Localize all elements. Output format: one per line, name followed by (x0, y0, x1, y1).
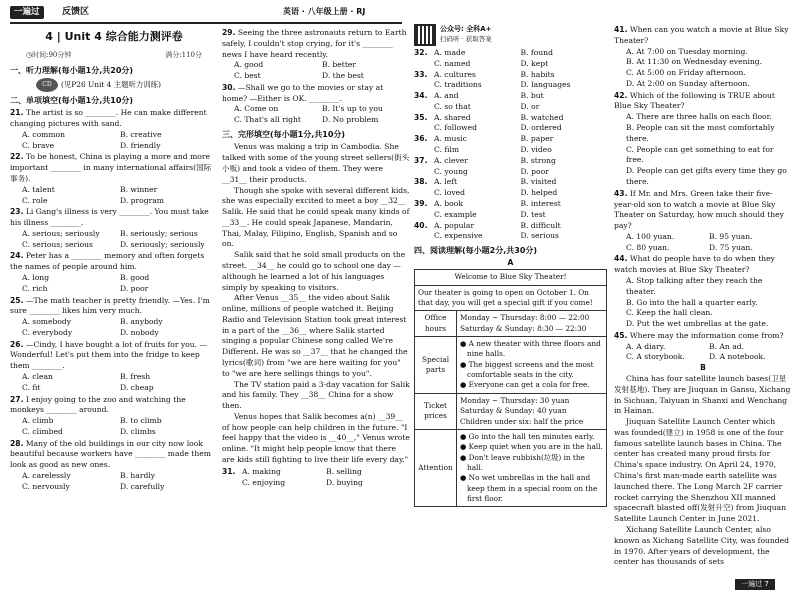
option-a[interactable]: A. book (434, 198, 463, 208)
option-b[interactable]: B. watched (520, 112, 564, 122)
cloze-paragraph: Venus hopes that Salik becomes a(n) __39__ of how people can help children in the future. "I feel happy that the video is __40__," Venus wrote online. "It might help people know that there are kids still fighting to live their life every day." (222, 411, 410, 465)
option-d[interactable]: D. No problem (322, 115, 379, 125)
multiple-choice-list (10, 108, 218, 492)
question-number: 34. (414, 91, 428, 101)
option[interactable]: D. 75 yuan. (709, 242, 753, 252)
cloze-paragraph: The TV station paid a 3-day vacation for Salik and his family. They __38__ China for a show then. (222, 379, 410, 411)
option-b[interactable]: B. selling (326, 466, 362, 476)
question-42 (614, 91, 792, 188)
question-stem (10, 207, 218, 229)
reading-questions (614, 25, 792, 363)
option[interactable]: B. At 11:30 on Wednesday evening. (626, 57, 763, 67)
question-stem (614, 331, 792, 342)
option-b[interactable]: B. good (120, 272, 150, 282)
part4-heading: 四、阅读理解(每小题2分,共30分) (414, 246, 538, 256)
passage-b-label: B (700, 363, 706, 373)
question-stem (10, 395, 218, 417)
question-21 (10, 108, 218, 151)
options (10, 185, 218, 207)
question-44 (614, 254, 792, 329)
option-a[interactable]: A. making (242, 466, 281, 476)
option-d[interactable]: D. nobody (120, 327, 159, 337)
option-b[interactable]: B. It's up to you (322, 104, 383, 114)
option-a[interactable]: A. made (434, 48, 466, 57)
top-bar (0, 0, 800, 24)
option-a[interactable]: A. clean (22, 372, 53, 382)
question-number: 41. (614, 25, 628, 34)
cloze-paragraph: After Venus __35__ the video about Salik online, millions of people watched it. Beijing Radio and Television Station took great interest in a part of the __36__ where Salik started singing a popular Chinese song called We're Different. He was so __37__ that he changed the lyrics(歌词) from "we are here waiting for you" to "we are here sellings things to you". (222, 293, 408, 378)
option-a[interactable]: A. cultures (434, 69, 476, 79)
option-b[interactable]: B. habits (520, 69, 555, 79)
cloze-options (414, 48, 607, 242)
question-number: 35. (414, 112, 428, 122)
option-a[interactable]: A. and (434, 91, 459, 101)
option[interactable]: C. Keep the hall clean. (626, 308, 713, 318)
option-a[interactable]: A. carelessly (22, 471, 71, 481)
table-row (415, 337, 607, 394)
option-c[interactable]: C. expensive (434, 231, 483, 241)
table-title: Welcome to Blue Sky Theater! (415, 270, 607, 285)
option-b[interactable]: B. to climb (120, 416, 162, 426)
option-c[interactable]: C. named (434, 58, 471, 68)
option[interactable]: D. Put the wet umbrellas at the gate. (626, 319, 769, 329)
row-content (457, 393, 607, 429)
option-a[interactable]: A. Come on (234, 104, 279, 114)
question-number: 44. (614, 254, 628, 264)
question-number: 27. (10, 394, 24, 404)
cloze-paragraph: Salik said that he sold small products on the street. __34__ he could go to school one day — although he learned a lot of his languages simply by speaking to visitors. (222, 250, 406, 292)
row-content (457, 311, 607, 337)
options (614, 342, 792, 364)
options (10, 130, 218, 152)
question-number: 22. (10, 152, 24, 162)
option[interactable]: A. 100 yuan. (626, 231, 675, 241)
question-stem (10, 108, 218, 130)
option-b[interactable]: B. creative (120, 129, 162, 139)
option-a[interactable]: A. good (234, 60, 264, 70)
question-number: 37. (414, 155, 428, 165)
option-d[interactable]: D. the best (322, 71, 364, 81)
page-number: 一遍过 7 (735, 579, 775, 590)
part3-heading: 三、完形填空(每小题1分,共10分) (222, 130, 346, 140)
question-stem (614, 189, 792, 232)
table-intro: Our theater is going to open on October 1. On that day, you will get a special gift if you come! (415, 285, 607, 311)
option-a[interactable]: A. climb (22, 416, 54, 426)
option-b[interactable]: B. seriously; serious (120, 228, 198, 238)
option-set-38 (414, 177, 607, 199)
question-number: 43. (614, 188, 628, 198)
options (10, 317, 218, 339)
option-c[interactable]: C. serious; serious (22, 239, 93, 249)
option-c[interactable]: C. role (22, 195, 48, 205)
option-c[interactable]: C. young (434, 166, 468, 176)
row-line: ● Keep quiet when you are in the hall. (460, 442, 603, 452)
row-content (457, 337, 607, 394)
listening-note: CD (见P26 Unit 4 主题听力训练) (36, 78, 218, 92)
options (614, 232, 792, 254)
passage-paragraph: Xichang Satellite Launch Center, also known as Xichang Satellite City, was founded in 1970. After years of development, the center has thousands of sets (614, 524, 790, 567)
row-line: ● The biggest screens and the most comfortable seats in the city. (460, 359, 594, 380)
option-c[interactable]: C. everybody (22, 327, 73, 337)
question-stem (10, 439, 218, 471)
option-d[interactable]: D. languages (520, 80, 571, 90)
question-stem (10, 296, 218, 318)
option[interactable]: D. People can get gifts every time they go there. (626, 166, 787, 186)
question-24 (10, 251, 218, 294)
total-score: 满分:110分 (165, 50, 202, 59)
row-line: ● Don't leave rubbish(垃圾) in the hall. (460, 452, 585, 472)
option[interactable]: A. There are three halls on each floor. (626, 112, 772, 122)
option[interactable]: C. 80 yuan. (626, 242, 670, 252)
option[interactable]: D. A notebook. (709, 352, 766, 362)
option-d[interactable]: D. or (520, 101, 540, 111)
question-22 (10, 152, 218, 206)
row-label: Attention (415, 429, 457, 507)
option-b[interactable]: B. found (520, 48, 553, 57)
qr-code-icon (414, 24, 436, 46)
question-number: 28. (10, 438, 24, 448)
question-text: I enjoy going to the zoo and watching the monkeys ________ around. (10, 394, 186, 415)
cd-icon: CD (36, 78, 58, 92)
options (10, 229, 218, 251)
question-text: Where may the information come from? (629, 330, 784, 340)
question-41 (614, 25, 792, 90)
table-row (415, 393, 607, 429)
unit-title: 4 | Unit 4 综合能力测评卷 (45, 30, 183, 43)
row-line: ● Everyone can get a cola for free. (460, 380, 590, 390)
option-a[interactable]: A. clever (434, 155, 468, 165)
table-row (415, 311, 607, 337)
question-45 (614, 331, 792, 363)
question-43 (614, 189, 792, 254)
question-stem (10, 251, 218, 273)
column-3 (414, 24, 607, 584)
question-number: 24. (10, 251, 24, 261)
cloze-passage (222, 142, 410, 465)
option[interactable]: B. Go into the hall a quarter early. (626, 297, 758, 307)
option-set-32 (414, 48, 607, 70)
question-stem (614, 91, 792, 113)
question-stem (10, 152, 218, 184)
question-number: 26. (10, 339, 24, 349)
options (10, 372, 218, 394)
question-23 (10, 207, 218, 250)
option-a[interactable]: A. talent (22, 184, 55, 194)
option-set-34 (414, 91, 607, 113)
question-number: 38. (414, 177, 428, 187)
option-d[interactable]: D. cheap (120, 382, 154, 392)
option-a[interactable]: A. serious; seriously (22, 228, 100, 238)
book-title: 英语 · 八年级上册 · RJ (283, 7, 366, 16)
option-a[interactable]: A. shared (434, 112, 471, 122)
brand-logo: 一遍过 (10, 6, 44, 19)
question-number: 23. (10, 207, 24, 217)
cloze-paragraph: Though she spoke with several different kids, she was especially excited to meet a boy __32__ Salik. He said that he could speak many kinds of __33__. He could speak Japanese, Mandarin, Thai, Malay, Filipino, English, Spanish and so on. (222, 185, 410, 249)
option-d[interactable]: D. climbs (120, 426, 156, 436)
row-line: ● A new theater with three floors and nine halls. (460, 339, 601, 359)
option-d[interactable]: D. test (520, 209, 546, 219)
passage-a-label: A (507, 258, 514, 268)
option-set-33 (414, 70, 607, 92)
option-c[interactable]: C. nervously (22, 481, 70, 491)
question-number: 42. (614, 90, 628, 100)
question-text: —Cindy, I have bought a lot of fruits for you. —Wonderful! Let's put them into the fridge to keep them ________. (10, 339, 208, 371)
option-d[interactable]: D. ordered (520, 123, 562, 133)
question-number: 32. (414, 48, 428, 57)
option-b[interactable]: B. strong (520, 155, 556, 165)
row-label: Office hours (415, 311, 457, 337)
options (10, 471, 218, 493)
column-4 (614, 24, 792, 594)
option-a[interactable]: A. left (434, 177, 458, 187)
qr-block: 公众号: 全科A+ 扫码听 · 获取答案 (414, 24, 607, 46)
option-d[interactable]: D. kept (520, 58, 549, 68)
option-set-36 (414, 134, 607, 156)
column-1 (10, 27, 218, 587)
option-b[interactable]: B. winner (120, 184, 158, 194)
row-line: Saturday & Sunday: 8:30 — 22:30 (460, 323, 587, 333)
question-number: 40. (414, 220, 428, 230)
option-c[interactable]: C. fit (22, 382, 41, 392)
question-number: 36. (414, 134, 428, 144)
table-row (415, 429, 607, 507)
question-text: When can you watch a movie at Blue Sky Theater? (614, 25, 789, 45)
question-text: Peter has a ________ memory and often forgets the names of people around him. (10, 251, 205, 272)
question-31: 31. A. making B. selling C. enjoying D. buying (222, 467, 410, 489)
question-text: Many of the old buildings in our city now look beautiful because workers have ________ made them look as good as new ones. (10, 438, 211, 470)
question-number: 45. (614, 330, 628, 340)
option-c[interactable]: C. That's all right (234, 115, 301, 125)
column-2 (222, 27, 410, 587)
row-label: Ticket prices (415, 393, 457, 429)
option-set-40 (414, 221, 607, 243)
question-number: 25. (10, 295, 24, 305)
option-b[interactable]: B. better (322, 60, 356, 70)
option[interactable]: B. People can sit the most comfortably there. (626, 123, 775, 143)
option-a[interactable]: A. popular (434, 220, 475, 230)
part2-heading: 二、单项填空(每小题1分,共10分) (10, 95, 134, 105)
option-set-39 (414, 199, 607, 221)
option[interactable]: B. An ad. (709, 341, 744, 351)
row-line: Monday ~ Thursday: 8:00 — 22:00 (460, 313, 590, 323)
option[interactable]: A. A diary. (626, 341, 666, 351)
question-26 (10, 340, 218, 394)
option-d[interactable]: D. friendly (120, 140, 161, 150)
option[interactable]: C. A storybook. (626, 352, 685, 362)
question-text: —The math teacher is pretty friendly. —Yes. I'm sure ________ likes him very much. (10, 295, 210, 316)
row-content (457, 429, 607, 507)
cloze-paragraph: Venus was making a trip in Cambodia. She talked with some of the young street sellers(街头小贩) and took a video of them. They were __31__ their products. (222, 142, 410, 184)
option-c[interactable]: C. rich (22, 283, 48, 293)
option-d[interactable]: D. poor (120, 283, 149, 293)
option-c[interactable]: C. best (234, 71, 261, 81)
option-c[interactable]: C. climbed (22, 426, 63, 436)
question-27 (10, 395, 218, 438)
question-number: 33. (414, 69, 428, 79)
question-number: 39. (414, 198, 428, 208)
question-text: What do people have to do when they watch movies at Blue Sky Theater? (614, 254, 775, 275)
question-text: Which of the following is TRUE about Blue Sky Theater? (614, 90, 775, 111)
question-text: Li Gang's illness is very ________. You must take his illness ________. (10, 207, 209, 228)
passage-paragraph: China has four satellite launch bases(卫星发射基地). They are Jiuquan in Gansu, Xichang in Sichuan, Taiyuan in Shanxi and Wenchang in Hainan. (614, 374, 791, 416)
question-text: The artist is so ________. He can make different changing pictures with sand. (10, 108, 207, 129)
divider (10, 22, 402, 24)
option-b[interactable]: B. paper (520, 134, 554, 144)
question-28 (10, 439, 218, 493)
row-line: ● No wet umbrellas in the hall and keep them in a special room on the first floor. (460, 473, 598, 504)
option-d[interactable]: D. carefully (120, 481, 165, 491)
option-a[interactable]: A. common (22, 129, 66, 139)
passage-b (614, 374, 792, 568)
option-d[interactable]: D. poor (520, 166, 549, 176)
part1-heading: 一、听力理解(每小题1分,共20分) (10, 65, 134, 75)
option[interactable]: B. 95 yuan. (709, 231, 753, 241)
option-d[interactable]: D. seriously; seriously (120, 239, 205, 249)
option-c[interactable]: C. followed (434, 123, 478, 133)
option-b[interactable]: B. hardly (120, 471, 156, 481)
option-b[interactable]: B. but (520, 91, 544, 101)
option-b[interactable]: B. difficult (520, 220, 561, 230)
question-text: To be honest, China is playing a more and more important ________ in many international affairs(国际事务). (10, 152, 212, 183)
option-b[interactable]: B. fresh (120, 372, 151, 382)
option-d[interactable]: D. serious (520, 231, 559, 241)
options (10, 273, 218, 295)
row-line: ● Go into the hall ten minutes early. (460, 431, 595, 441)
option-a[interactable]: A. somebody (22, 317, 72, 327)
question-30: 30. —Shall we go to the movies or stay at home? —Either is OK. ________. A. Come on B. It's up to you C. That's all right D. No problem (222, 83, 410, 126)
option-a[interactable]: A. music (434, 134, 467, 144)
option-c[interactable]: C. enjoying (242, 477, 286, 487)
theater-table (414, 269, 607, 507)
row-line: Monday ~ Thursday: 30 yuan (460, 395, 570, 405)
question-stem (614, 25, 792, 47)
options (10, 416, 218, 438)
question-25 (10, 296, 218, 339)
option[interactable]: A. At 7:00 on Tuesday morning. (626, 46, 748, 56)
option-b[interactable]: B. visited (520, 177, 557, 187)
question-text: If Mr. and Mrs. Green take their five-year-old son to watch a movie at Blue Sky Theater on Saturday, how much should they pay? (614, 188, 784, 231)
option-c[interactable]: C. film (434, 145, 460, 155)
option-c[interactable]: C. brave (22, 140, 55, 150)
option-set-35 (414, 113, 607, 135)
option-d[interactable]: D. program (120, 195, 164, 205)
option-d[interactable]: D. buying (326, 477, 363, 487)
option[interactable]: D. At 2:00 on Sunday afternoon. (626, 78, 750, 88)
option-c[interactable]: C. so that (434, 101, 471, 111)
option-c[interactable]: C. loved (434, 188, 466, 198)
option-b[interactable]: B. interest (520, 198, 561, 208)
question-stem (10, 340, 218, 372)
option-c[interactable]: C. example (434, 209, 477, 219)
option-a[interactable]: A. long (22, 272, 50, 282)
option-set-37 (414, 156, 607, 178)
option-d[interactable]: D. helped (520, 188, 558, 198)
option[interactable]: A. Stop talking after they reach the theater. (626, 275, 763, 296)
option[interactable]: C. At 5:00 on Friday afternoon. (626, 68, 746, 78)
row-line: Children under six: half the price (460, 416, 584, 426)
question-stem (614, 254, 792, 276)
row-label: Special parts (415, 337, 457, 394)
passage-paragraph: Jiuquan Satellite Launch Center which was founded(建立) in 1958 is one of the four famous satellite launch bases in China. The center has created many proud firsts for China's space industry. On April 24, 1970, China's first man-made earth satellite was launched there. The Long March 2F carrier rocket carrying the Shenzhou XII manned spacecraft blasted off(发射升空) from Jiuquan Satellite Launch Center in June 2021. (614, 417, 787, 524)
section-tag: 反馈区 (62, 7, 90, 17)
option-b[interactable]: B. anybody (120, 317, 163, 327)
option-c[interactable]: C. traditions (434, 80, 482, 90)
row-line: Saturday & Sunday: 40 yuan (460, 406, 567, 416)
question-number: 21. (10, 108, 24, 118)
exam-meta (10, 51, 218, 61)
option[interactable]: C. People can get something to eat for free. (626, 144, 774, 165)
option-d[interactable]: D. video (520, 145, 552, 155)
time-limit: ◷时间:90分钟 (26, 50, 72, 59)
question-29: 29. Seeing the three astronauts return to Earth safely, I couldn't stop crying, for it's ________ news I have heard recently. A. good B. better C. best D. the best (222, 28, 410, 82)
